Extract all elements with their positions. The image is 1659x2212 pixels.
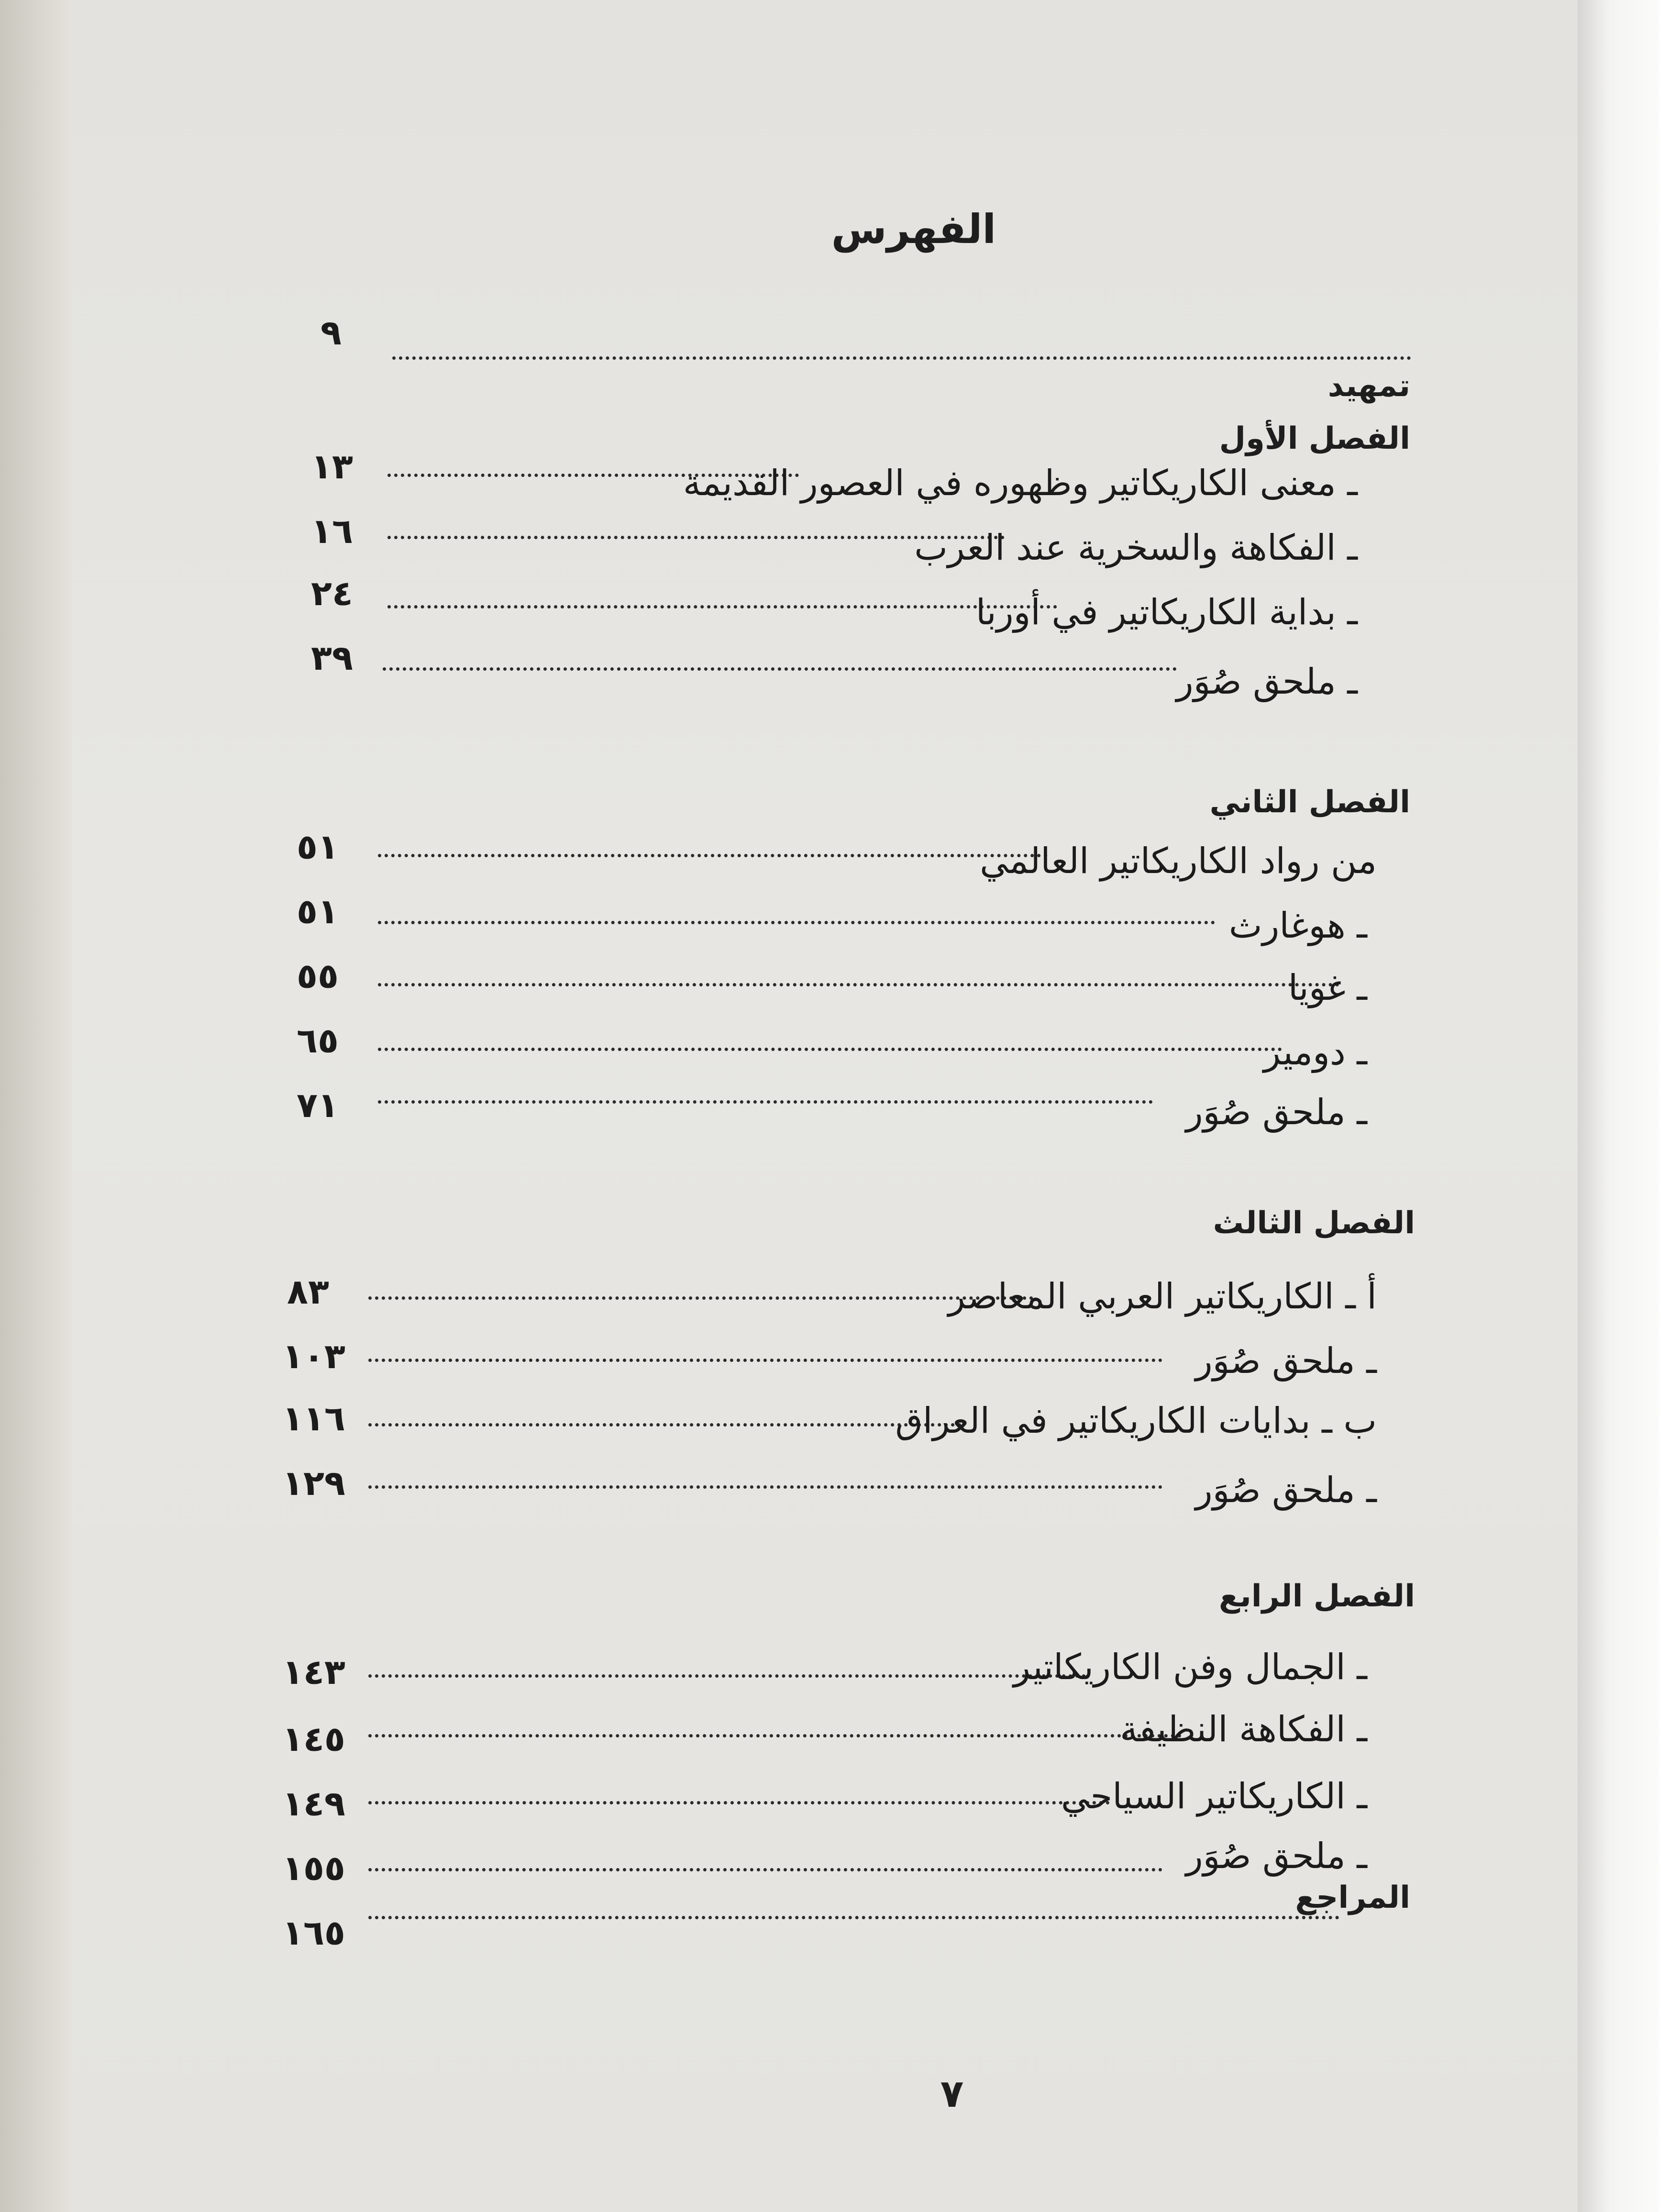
toc-entry: ـ دومير bbox=[1263, 1032, 1367, 1073]
chapter-heading: الفصل الثالث bbox=[1213, 1206, 1415, 1241]
dot-leader bbox=[368, 1485, 1162, 1489]
toc-page-number: ١٥٥ bbox=[282, 1848, 345, 1888]
toc-entry: ـ ملحق صُوَر bbox=[1176, 661, 1358, 702]
dot-leader bbox=[387, 536, 1005, 539]
dot-leader bbox=[368, 1734, 1182, 1737]
toc-page-number: ٥١ bbox=[297, 891, 339, 931]
dot-leader bbox=[383, 667, 1177, 671]
toc-page-number: ١٦ bbox=[311, 511, 353, 551]
toc-entry: من رواد الكاريكاتير العالمي bbox=[980, 841, 1377, 882]
dot-leader bbox=[378, 983, 1339, 986]
toc-entry: ـ الكاريكاتير السياحي bbox=[1061, 1776, 1367, 1817]
toc-entry: ـ ملحق صُوَر bbox=[1185, 1092, 1367, 1133]
dot-leader bbox=[378, 1048, 1282, 1051]
toc-entry: ـ ملحق صُوَر bbox=[1185, 1836, 1367, 1877]
dot-leader bbox=[368, 1801, 1110, 1804]
toc-page-number: ٦٥ bbox=[297, 1020, 339, 1061]
dot-leader bbox=[378, 854, 1048, 857]
dot-leader bbox=[387, 605, 1057, 608]
dot-leader bbox=[378, 1100, 1153, 1104]
dot-leader bbox=[392, 356, 1411, 360]
dot-leader bbox=[368, 1916, 1339, 1919]
toc-entry: ـ الفكاهة والسخرية عند العرب bbox=[914, 527, 1358, 568]
chapter-heading: الفصل الأول bbox=[1219, 421, 1410, 456]
toc-page-number: ٣٩ bbox=[311, 638, 353, 678]
book-page bbox=[72, 0, 1578, 2212]
adjacent-page-edge bbox=[0, 0, 72, 2212]
toc-page-number: ٢٤ bbox=[311, 573, 353, 613]
dot-leader bbox=[368, 1868, 1162, 1871]
toc-page-number: ٨٣ bbox=[287, 1272, 329, 1312]
toc-entry: ـ ملحق صُوَر bbox=[1195, 1470, 1377, 1511]
toc-page-number: ١٠٣ bbox=[282, 1336, 345, 1376]
dot-leader bbox=[368, 1359, 1162, 1362]
toc-page-number: ٩ bbox=[321, 312, 342, 353]
toc-entry: ـ الفكاهة النظيفة bbox=[1120, 1709, 1367, 1750]
toc-page-number: ١٣ bbox=[311, 446, 353, 487]
dot-leader bbox=[378, 921, 1215, 924]
toc-page-number: ١٤٣ bbox=[282, 1652, 345, 1692]
toc-page-number: ٥٥ bbox=[297, 956, 339, 996]
toc-page-number: ١٤٩ bbox=[282, 1783, 345, 1824]
toc-entry: ـ بداية الكاريكاتير في أوربا bbox=[975, 592, 1358, 633]
toc-entry: ـ معنى الكاريكاتير وظهوره في العصور القديمة bbox=[683, 463, 1358, 504]
toc-entry: ـ ملحق صُوَر bbox=[1195, 1340, 1377, 1382]
dot-leader bbox=[368, 1296, 1033, 1300]
page-title: الفهرس bbox=[831, 206, 996, 253]
toc-entry: ـ هوغارث bbox=[1228, 905, 1367, 946]
dot-leader bbox=[368, 1423, 962, 1427]
chapter-heading: الفصل الثاني bbox=[1209, 785, 1410, 820]
page-number: ٧ bbox=[940, 2071, 964, 2116]
toc-page-number: ٧١ bbox=[297, 1085, 339, 1125]
dot-leader bbox=[368, 1674, 1086, 1678]
toc-page-number: ١٢٩ bbox=[282, 1463, 345, 1503]
toc-page-number: ١٦٥ bbox=[282, 1913, 345, 1953]
toc-intro-label: تمهيد bbox=[1327, 368, 1410, 404]
toc-entry: ب ـ بدايات الكاريكاتير في العراق bbox=[895, 1400, 1377, 1441]
toc-entry: ـ غويا bbox=[1288, 967, 1367, 1008]
chapter-heading: الفصل الرابع bbox=[1219, 1579, 1415, 1614]
toc-entry: ـ الجمال وفن الكاريكاتير bbox=[1013, 1647, 1367, 1688]
toc-references-label: المراجع bbox=[1295, 1880, 1410, 1915]
toc-entry: أ ـ الكاريكاتير العربي المعاصر bbox=[948, 1276, 1377, 1317]
toc-page-number: ١٤٥ bbox=[282, 1719, 345, 1759]
toc-page-number: ١١٦ bbox=[282, 1398, 345, 1438]
page-right-margin bbox=[1578, 0, 1659, 2212]
toc-page-number: ٥١ bbox=[297, 827, 339, 867]
